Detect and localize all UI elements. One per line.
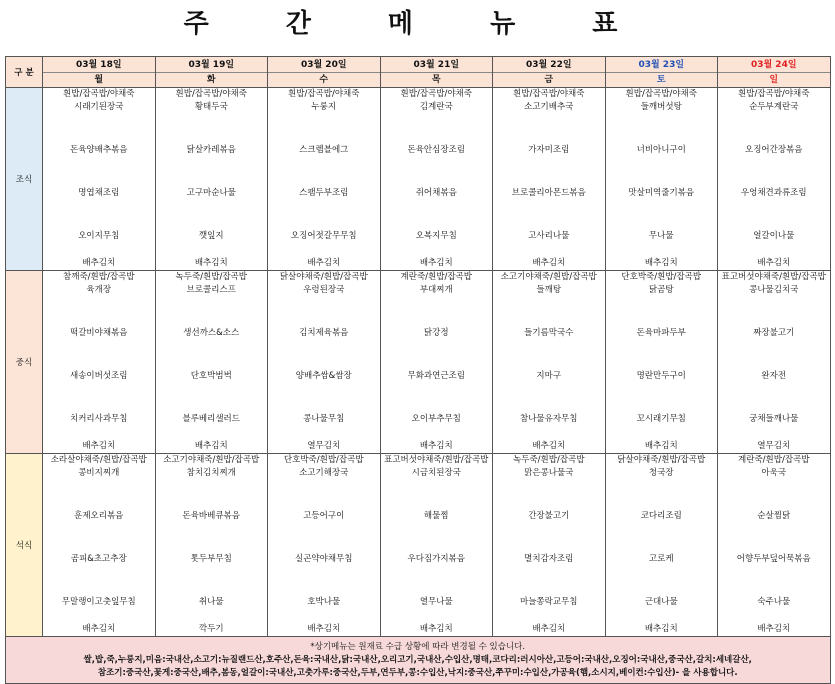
weekly-menu-table — [5, 56, 831, 684]
menu-item: 가자미조림 — [528, 145, 570, 155]
spacer — [606, 297, 718, 327]
menu-item: 배추김치 — [82, 258, 116, 268]
menu-item: 돈육마파두부 — [636, 328, 686, 338]
menu-item: 무나물 — [648, 231, 674, 241]
menu-item: 소고기해장국 — [299, 468, 349, 478]
spacer — [606, 523, 718, 553]
spacer — [268, 609, 380, 623]
spacer — [606, 114, 718, 144]
day-header — [268, 57, 381, 88]
menu-item: 계란죽/흰밥/잡곡밥 — [738, 455, 810, 465]
spacer — [268, 383, 380, 413]
spacer — [381, 114, 493, 144]
menu-item: 육개장 — [86, 285, 112, 295]
menu-cell — [43, 271, 156, 454]
spacer — [156, 480, 268, 510]
menu-item: 무화과연근조림 — [407, 371, 465, 381]
menu-cell — [268, 271, 381, 454]
spacer — [493, 383, 605, 413]
spacer — [156, 609, 268, 623]
menu-cell — [718, 88, 831, 271]
spacer — [718, 480, 830, 510]
spacer — [43, 114, 155, 144]
day-header — [155, 57, 268, 88]
spacer — [268, 243, 380, 257]
menu-item: 쥐어채볶음 — [415, 188, 457, 198]
notice-line: 참조기:중국산,꽃게:중국산,배추,봄동,얼갈이:국내산,고춧가루:중국산,두부,연두부,콩:수입산,낙지:중국산,쭈꾸미:수입산,가공육(햄,소시지,베이컨:수입산)- 을 사용합니다. — [97, 667, 738, 678]
menu-item: 단호박죽/흰밥/잡곡밥 — [621, 272, 702, 282]
spacer — [156, 566, 268, 596]
spacer — [493, 609, 605, 623]
spacer — [268, 200, 380, 230]
spacer — [381, 566, 493, 596]
spacer — [381, 297, 493, 327]
notice-line: *상기메뉴는 원재료 수급 상황에 따라 변경될 수 있습니다. — [310, 641, 526, 652]
menu-item: 무말랭이고춧잎무침 — [61, 597, 136, 607]
spacer — [606, 200, 718, 230]
spacer — [381, 609, 493, 623]
spacer — [606, 383, 718, 413]
spacer — [606, 243, 718, 257]
menu-item: 스팸두부조림 — [299, 188, 349, 198]
day-weekday: 일 — [769, 75, 779, 85]
menu-item: 닭살야채죽/흰밥/잡곡밥 — [279, 272, 368, 282]
menu-item: 닭곰탕 — [648, 285, 674, 295]
menu-item: 순두부계란국 — [749, 102, 799, 112]
menu-item: 치커리사과무침 — [70, 414, 128, 424]
spacer — [718, 609, 830, 623]
spacer — [268, 480, 380, 510]
menu-cell — [268, 88, 381, 271]
menu-item: 배추김치 — [532, 258, 566, 268]
menu-item: 흰밥/잡곡밥/야채죽 — [288, 89, 360, 99]
meal-label: 중식 — [6, 271, 43, 454]
menu-item: 표고버섯야채죽/흰밥/잡곡밥 — [384, 455, 489, 465]
menu-item: 오이부추무침 — [411, 414, 461, 424]
spacer — [268, 340, 380, 370]
menu-item: 어향두부덮어묵볶음 — [736, 554, 811, 564]
day-header — [380, 57, 493, 88]
menu-item: 들깨버섯탕 — [640, 102, 682, 112]
menu-item: 꼬시래기무침 — [636, 414, 686, 424]
menu-item: 배추김치 — [532, 624, 566, 634]
menu-cell — [380, 88, 493, 271]
menu-item: 우렁된장국 — [303, 285, 345, 295]
menu-item: 해물찜 — [423, 511, 449, 521]
spacer — [381, 157, 493, 187]
menu-item: 배추김치 — [532, 441, 566, 451]
menu-item: 배추김치 — [419, 624, 453, 634]
menu-item: 배추김치 — [757, 624, 791, 634]
spacer — [493, 480, 605, 510]
menu-item: 배추김치 — [419, 258, 453, 268]
spacer — [718, 114, 830, 144]
spacer — [606, 426, 718, 440]
meal-label: 조식 — [6, 88, 43, 271]
menu-item: 톳두부무침 — [190, 554, 232, 564]
spacer — [156, 340, 268, 370]
menu-item: 오복지무침 — [415, 231, 457, 241]
menu-cell — [493, 271, 606, 454]
menu-item: 명란만두구이 — [636, 371, 686, 381]
day-weekday: 월 — [94, 75, 104, 85]
menu-item: 닭강정 — [423, 328, 449, 338]
meal-row-lunch — [6, 271, 831, 454]
menu-cell — [605, 271, 718, 454]
menu-item: 블루베리샐러드 — [182, 414, 240, 424]
menu-item: 배추김치 — [82, 624, 116, 634]
day-header — [43, 57, 156, 88]
menu-item: 콩비지찌개 — [78, 468, 120, 478]
menu-item: 닭살야채죽/흰밥/잡곡밥 — [617, 455, 706, 465]
menu-item: 배추김치 — [644, 624, 678, 634]
menu-item: 맑은콩나물국 — [524, 468, 574, 478]
menu-item: 황태두국 — [194, 102, 228, 112]
menu-item: 고사리나물 — [528, 231, 570, 241]
spacer — [156, 297, 268, 327]
spacer — [156, 243, 268, 257]
menu-item: 참나물유자무침 — [520, 414, 578, 424]
spacer — [43, 480, 155, 510]
menu-item: 열무나물 — [419, 597, 453, 607]
spacer — [156, 426, 268, 440]
menu-cell — [43, 88, 156, 271]
day-header — [493, 57, 606, 88]
menu-item: 콩나물김치국 — [749, 285, 799, 295]
menu-item: 흰밥/잡곡밥/야채죽 — [513, 89, 585, 99]
header-row — [6, 57, 831, 88]
menu-item: 흰밥/잡곡밥/야채죽 — [738, 89, 810, 99]
menu-item: 얼갈이나물 — [753, 231, 795, 241]
menu-item: 오징어간장볶음 — [745, 145, 803, 155]
spacer — [381, 243, 493, 257]
menu-item: 열무김치 — [757, 441, 791, 451]
menu-item: 배추김치 — [419, 441, 453, 451]
spacer — [718, 340, 830, 370]
spacer — [493, 114, 605, 144]
spacer — [268, 426, 380, 440]
menu-item: 녹두죽/흰밥/잡곡밥 — [513, 455, 585, 465]
menu-item: 짜장불고기 — [753, 328, 795, 338]
menu-item: 고로케 — [648, 554, 674, 564]
spacer — [718, 566, 830, 596]
menu-item: 완자전 — [761, 371, 787, 381]
spacer — [156, 157, 268, 187]
menu-item: 지마구 — [536, 371, 562, 381]
spacer — [43, 243, 155, 257]
menu-item: 소고기배추국 — [524, 102, 574, 112]
spacer — [43, 157, 155, 187]
menu-item: 들기름막국수 — [524, 328, 574, 338]
day-date: 03월 20일 — [268, 57, 380, 73]
menu-item: 들깨탕 — [536, 285, 562, 295]
menu-item: 곰피&초고추장 — [70, 554, 127, 564]
menu-item: 호박나물 — [307, 597, 341, 607]
menu-item: 참치김치찌개 — [186, 468, 236, 478]
menu-item: 아욱국 — [761, 468, 787, 478]
menu-item: 스크렘블에그 — [299, 145, 349, 155]
menu-cell — [43, 454, 156, 637]
menu-cell — [718, 454, 831, 637]
day-date: 03월 19일 — [156, 57, 268, 73]
spacer — [718, 426, 830, 440]
menu-item: 마늘쫑락교무침 — [520, 597, 578, 607]
menu-cell — [605, 454, 718, 637]
menu-item: 간장불고기 — [528, 511, 570, 521]
spacer — [718, 243, 830, 257]
menu-item: 궁채들깨나물 — [749, 414, 799, 424]
menu-item: 표고버섯야채죽/흰밥/잡곡밥 — [721, 272, 826, 282]
spacer — [43, 200, 155, 230]
menu-item: 배추김치 — [82, 441, 116, 451]
menu-cell — [605, 88, 718, 271]
day-date: 03월 18일 — [43, 57, 155, 73]
spacer — [381, 523, 493, 553]
spacer — [156, 200, 268, 230]
menu-item: 배추김치 — [194, 441, 228, 451]
menu-item: 명엽채조림 — [78, 188, 120, 198]
spacer — [493, 157, 605, 187]
menu-item: 돈육양배추볶음 — [70, 145, 128, 155]
menu-item: 청국장 — [648, 468, 674, 478]
meal-row-dinner — [6, 454, 831, 637]
spacer — [381, 480, 493, 510]
menu-item: 양배추쌈&쌈장 — [295, 371, 352, 381]
menu-item: 돈육바베큐볶음 — [182, 511, 240, 521]
spacer — [718, 297, 830, 327]
menu-item: 우다짐가지볶음 — [407, 554, 465, 564]
spacer — [43, 340, 155, 370]
spacer — [718, 157, 830, 187]
menu-item: 참깨죽/흰밥/잡곡밥 — [63, 272, 135, 282]
menu-item: 시래기된장국 — [74, 102, 124, 112]
menu-item: 브로콜리스프 — [186, 285, 236, 295]
menu-item: 멸치감자조림 — [524, 554, 574, 564]
menu-item: 브로콜리아몬드볶음 — [511, 188, 586, 198]
menu-item: 맛살미역줄기볶음 — [628, 188, 695, 198]
notice-row — [6, 637, 831, 684]
spacer — [606, 566, 718, 596]
menu-item: 실곤약야채무침 — [295, 554, 353, 564]
spacer — [718, 200, 830, 230]
menu-item: 흰밥/잡곡밥/야채죽 — [400, 89, 472, 99]
spacer — [493, 200, 605, 230]
menu-cell — [155, 271, 268, 454]
day-weekday: 화 — [206, 75, 216, 85]
day-header-sunday — [718, 57, 831, 88]
menu-item: 배추김치 — [307, 258, 341, 268]
spacer — [493, 523, 605, 553]
day-date: 03월 22일 — [493, 57, 605, 73]
day-date: 03월 24일 — [718, 57, 830, 73]
spacer — [606, 340, 718, 370]
gubun-header: 구 분 — [6, 57, 43, 88]
day-weekday: 토 — [656, 75, 666, 85]
day-date: 03월 21일 — [381, 57, 493, 73]
menu-item: 깻잎지 — [198, 231, 224, 241]
menu-cell — [493, 88, 606, 271]
menu-item: 단호박범벅 — [190, 371, 232, 381]
menu-item: 흰밥/잡곡밥/야채죽 — [625, 89, 697, 99]
spacer — [493, 243, 605, 257]
menu-cell — [380, 454, 493, 637]
spacer — [381, 383, 493, 413]
spacer — [381, 426, 493, 440]
menu-item: 고등어구이 — [303, 511, 345, 521]
menu-cell — [268, 454, 381, 637]
menu-item: 시금치된장국 — [411, 468, 461, 478]
menu-cell — [493, 454, 606, 637]
spacer — [43, 566, 155, 596]
menu-item: 흰밥/잡곡밥/야채죽 — [63, 89, 135, 99]
menu-item: 순살찜닭 — [757, 511, 791, 521]
menu-item: 생선까스&소스 — [183, 328, 240, 338]
menu-item: 돈육안심장조림 — [407, 145, 465, 155]
menu-item: 열무김치 — [307, 441, 341, 451]
spacer — [156, 114, 268, 144]
menu-item: 오이지무침 — [78, 231, 120, 241]
menu-item: 너비아니구이 — [636, 145, 686, 155]
menu-item: 떡갈비야채볶음 — [70, 328, 128, 338]
menu-item: 닭살카레볶음 — [186, 145, 236, 155]
spacer — [156, 523, 268, 553]
menu-item: 소고기야채죽/흰밥/잡곡밥 — [500, 272, 597, 282]
menu-item: 근대나물 — [644, 597, 678, 607]
spacer — [268, 157, 380, 187]
menu-item: 코다리조림 — [640, 511, 682, 521]
spacer — [268, 297, 380, 327]
spacer — [493, 297, 605, 327]
menu-item: 김계란국 — [419, 102, 453, 112]
spacer — [493, 426, 605, 440]
spacer — [43, 383, 155, 413]
menu-item: 누룽지 — [311, 102, 337, 112]
menu-item: 계란죽/흰밥/잡곡밥 — [400, 272, 472, 282]
spacer — [493, 566, 605, 596]
spacer — [381, 340, 493, 370]
day-date: 03월 23일 — [606, 57, 718, 73]
menu-item: 소고기야채죽/흰밥/잡곡밥 — [163, 455, 260, 465]
menu-item: 새송이버섯조림 — [70, 371, 128, 381]
spacer — [43, 609, 155, 623]
menu-item: 배추김치 — [644, 258, 678, 268]
spacer — [268, 523, 380, 553]
notice-line: 쌀,밥,죽,누룽지,미음:국내산,소고기:뉴질랜드산,호주산,돈육:국내산,닭:국내산,오리고기,국내산,수입산,명태,코다리:러시아산,고등어:국내산,오징어:국내산,중국산,갈치:세네갈산, — [83, 654, 752, 665]
menu-item: 훈제오리볶음 — [74, 511, 124, 521]
menu-item: 소라살야채죽/흰밥/잡곡밥 — [50, 455, 147, 465]
menu-cell — [155, 88, 268, 271]
spacer — [718, 523, 830, 553]
menu-item: 오징어젓갈무무침 — [290, 231, 357, 241]
spacer — [493, 340, 605, 370]
meal-label: 석식 — [6, 454, 43, 637]
menu-item: 취나물 — [198, 597, 224, 607]
spacer — [43, 297, 155, 327]
spacer — [156, 383, 268, 413]
menu-item: 흰밥/잡곡밥/야채죽 — [175, 89, 247, 99]
spacer — [381, 200, 493, 230]
day-weekday: 수 — [319, 75, 329, 85]
menu-item: 부대찌개 — [419, 285, 453, 295]
menu-item: 숙주나물 — [757, 597, 791, 607]
menu-item: 고구마순나물 — [186, 188, 236, 198]
menu-item: 배추김치 — [307, 624, 341, 634]
spacer — [718, 383, 830, 413]
spacer — [606, 480, 718, 510]
menu-item: 콩나물무침 — [303, 414, 345, 424]
menu-item: 우엉채견과류조림 — [740, 188, 807, 198]
spacer — [268, 566, 380, 596]
spacer — [606, 157, 718, 187]
menu-cell — [718, 271, 831, 454]
menu-item: 녹두죽/흰밥/잡곡밥 — [175, 272, 247, 282]
menu-item: 배추김치 — [194, 258, 228, 268]
menu-item: 배추김치 — [757, 258, 791, 268]
spacer — [268, 114, 380, 144]
day-weekday: 목 — [431, 75, 441, 85]
spacer — [43, 426, 155, 440]
menu-item: 단호박죽/흰밥/잡곡밥 — [283, 455, 364, 465]
menu-cell — [155, 454, 268, 637]
menu-item: 깍두기 — [198, 624, 224, 634]
spacer — [606, 609, 718, 623]
meal-row-breakfast — [6, 88, 831, 271]
notice — [6, 637, 831, 684]
page-title: 주 간 메 뉴 표 — [183, 9, 652, 39]
menu-item: 김치제육볶음 — [299, 328, 349, 338]
spacer — [43, 523, 155, 553]
day-weekday: 금 — [544, 75, 554, 85]
menu-item: 배추김치 — [644, 441, 678, 451]
menu-cell — [380, 271, 493, 454]
day-header-saturday — [605, 57, 718, 88]
